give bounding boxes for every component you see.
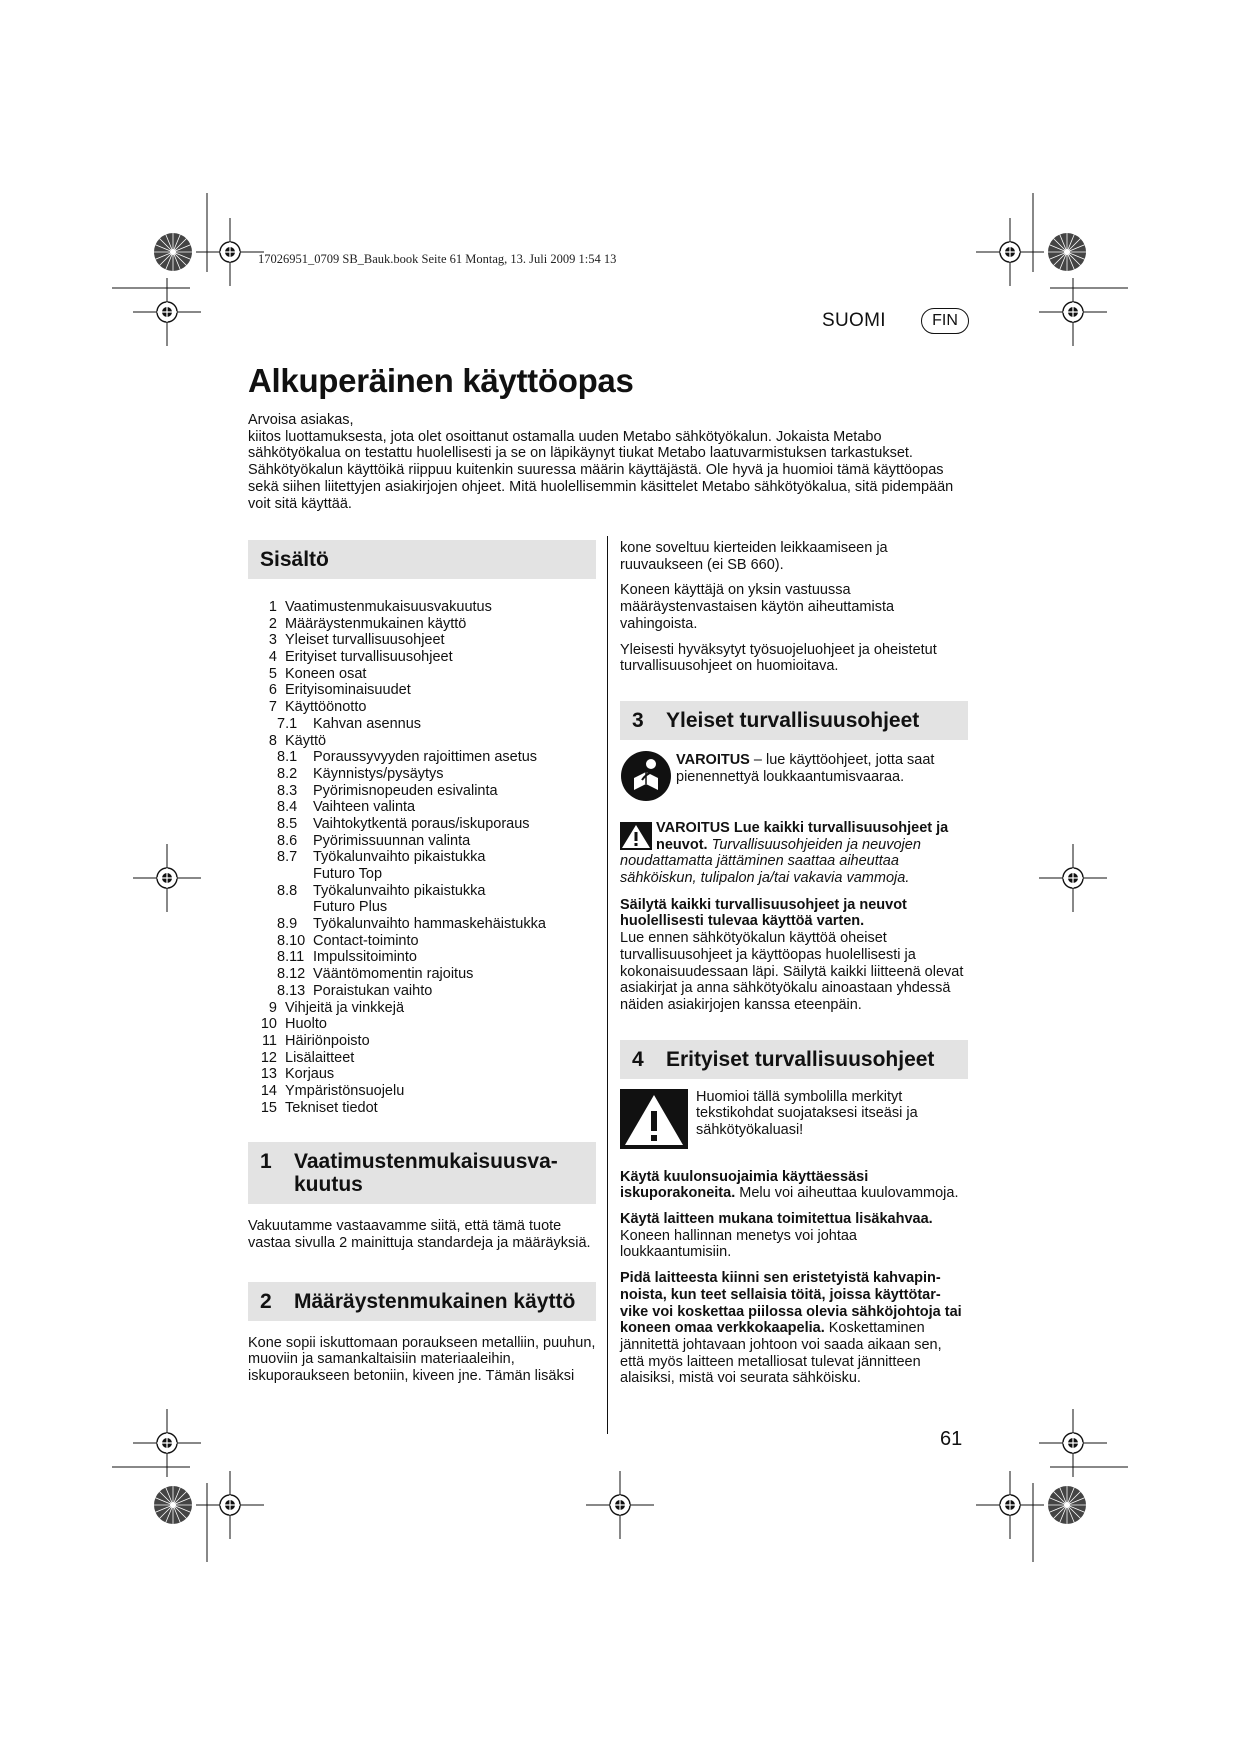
toc-item	[248, 733, 596, 750]
toc-item	[248, 1100, 596, 1117]
toc-item	[248, 1066, 596, 1083]
toc-item	[248, 933, 596, 950]
toc-item-number: 8.6	[277, 832, 298, 849]
section-4-paragraph-1	[620, 1169, 968, 1202]
section-1-body: Vakuutamme vastaavamme siitä, että tämä tuote vastaa sivulla 2 mainittuja standardeja ja määräyksiä.	[248, 1218, 591, 1252]
toc-item-label: Erityisominaisuudet	[285, 682, 411, 699]
toc-item-label: Pyörimisnopeuden esivalinta	[313, 782, 498, 799]
toc-item-number: 11	[261, 1032, 277, 1049]
toc-item	[248, 632, 596, 649]
toc-item-label: Vääntömomentin rajoitus	[313, 966, 474, 983]
toc-item-label: Tekniset tiedot	[285, 1099, 378, 1116]
keep-instructions-heading: Säilytä kaikki turvallisuusohjeet ja neuvot huolellisesti tulevaa käyttöä varten.	[620, 896, 907, 930]
intro-text	[248, 412, 978, 512]
section-1-heading	[248, 1142, 596, 1204]
toc-item	[248, 849, 596, 866]
toc-item	[248, 749, 596, 766]
toc-item-label: Contact-toiminto	[313, 932, 419, 949]
toc-item	[248, 649, 596, 666]
hearing-protection-text: Melu voi aiheuttaa kuulovammoja.	[735, 1185, 959, 1202]
section-4-paragraph-3	[620, 1270, 968, 1387]
toc-item-label: Vaihteen valinta	[313, 799, 416, 816]
left-column	[248, 540, 596, 1394]
toc-item-number: 7.1	[277, 715, 298, 732]
toc-item-number: 8.9	[277, 916, 298, 933]
toc-item-label: Poraussyvyyden rajoittimen asetus	[313, 749, 538, 766]
toc-item-number: 15	[260, 1099, 277, 1116]
toc-item	[248, 783, 596, 800]
toc-item-number: 8.7	[277, 849, 298, 866]
toc-item-number: 3	[268, 632, 277, 649]
toc-item	[248, 1083, 596, 1100]
intro-body: kiitos luottamuksesta, jota olet osoittanut ostamalla uuden Metabo sähkötyökalun. Jokaista Metabo sähkötyökalua on testattu huolellisesti ja se on läpikäynyt tiukat Metabo laatuvarmistuksen tarkastukset. Sähkötyökalun käyttöikä riippuu kuitenkin suuressa määrin käyttäjästä. Ole hyvä ja huomioi tämä käyttöopas sekä siihen liitettyjen asiakirjojen ohjeet. Mitä huolellisemmin käsittelet Metabo sähkötyökalua, sitä pidempään voit sitä käyttää.	[248, 428, 954, 512]
toc-item	[248, 682, 596, 699]
toc-item-label: Impulssitoiminto	[313, 949, 417, 966]
toc-item-label: Koneen osat	[285, 665, 367, 682]
section-4-title: Erityiset turvallisuusohjeet	[666, 1047, 935, 1071]
toc-item	[248, 816, 596, 833]
column-divider	[607, 536, 608, 1434]
toc-item	[248, 899, 596, 916]
toc-item-number: 2	[268, 615, 277, 632]
toc-heading-text: Sisältö	[260, 548, 329, 571]
toc-item-label: Erityiset turvallisuusohjeet	[285, 649, 453, 666]
toc-item-number: 14	[260, 1082, 277, 1099]
toc-item	[248, 599, 596, 616]
section-3-number: 3	[632, 708, 644, 732]
toc-item-label: Kahvan asennus	[313, 715, 422, 732]
warning-1-label: VAROITUS	[676, 751, 750, 768]
auxiliary-handle-heading: Käytä laitteen mukana toimitettua lisäkahvaa.	[620, 1211, 933, 1228]
toc-item	[248, 1033, 596, 1050]
toc-item-label: Poraistukan vaihto	[313, 982, 433, 999]
keep-instructions-text: Lue ennen sähkötyökalun käyttöä oheiset turvallisuusohjeet ja käyttöopas huolellisesti ja kokonaisuudessaan läpi. Säilytä kaikki liitteenä olevat asiakirjat ja anna sähkötyökalu ainoastaan yhdessä näiden asiakirjojen kanssa eteenpäin.	[620, 930, 964, 1013]
warning-triangle-icon	[620, 822, 652, 850]
keep-instructions-bold	[620, 897, 968, 1014]
toc-item	[248, 716, 596, 733]
toc-item-label: Työkalunvaihto hammaskehäistukka	[313, 916, 546, 933]
section-3-heading	[620, 701, 968, 740]
toc-item-number: 8.2	[277, 765, 298, 782]
language-label: SUOMI	[822, 310, 886, 331]
toc-item	[248, 983, 596, 1000]
section-2-heading	[248, 1282, 596, 1321]
insulated-grip-text: Koskettaminen jännitettä johtavaan johtoon voi saada aikaan sen, että myös laitteen metalliosat tulevat jännitteen alaisiksi, mistä voi seurata sähköisku.	[620, 1320, 942, 1387]
table-of-contents	[248, 599, 596, 1116]
section-2-paragraph-3: Yleisesti hyväksytyt työsuojeluohjeet ja oheistetut turvallisuusohjeet on huomioitava.	[620, 641, 937, 675]
toc-item-label: Huolto	[285, 1016, 327, 1033]
auxiliary-handle-text: Koneen hallinnan menetys voi johtaa loukkaantumisiin.	[620, 1227, 857, 1261]
toc-heading	[248, 540, 596, 579]
toc-item-number: 8.3	[277, 782, 298, 799]
toc-item-number: 8.13	[277, 982, 306, 999]
toc-item-number: 13	[260, 1066, 277, 1083]
general-warning	[620, 820, 968, 887]
section-1-title: Vaatimustenmukaisuusva-kuutus	[294, 1150, 558, 1197]
toc-item-label: Työkalunvaihto pikaistukka	[313, 849, 486, 866]
toc-item-number: 8	[268, 732, 277, 749]
toc-item-label: Työkalunvaihto pikaistukka	[313, 882, 486, 899]
toc-item-number: 8.1	[277, 749, 298, 766]
toc-item	[248, 883, 596, 900]
toc-item-number: 8.11	[277, 949, 305, 966]
toc-item-number: 7	[268, 699, 277, 716]
toc-item	[248, 616, 596, 633]
toc-item-number: 1	[268, 599, 277, 615]
toc-item-label: Pyörimissuunnan valinta	[313, 832, 471, 849]
toc-item-number: 4	[268, 649, 277, 666]
toc-item	[248, 666, 596, 683]
section-2-continued: kone soveltuu kierteiden leikkaamiseen ja ruuvaukseen (ei SB 660).	[620, 540, 888, 573]
toc-item-number: 10	[260, 1016, 277, 1033]
toc-item-label: Vihjeitä ja vinkkejä	[285, 999, 405, 1016]
toc-item-label: Yleiset turvallisuusohjeet	[285, 632, 445, 649]
language-code-badge: FIN	[921, 308, 969, 334]
toc-item-label: Korjaus	[285, 1066, 335, 1083]
toc-item-label: Käynnistys/pysäytys	[313, 765, 444, 782]
hearing-protection-heading: Käytä kuulonsuojaimia käyttäessäsi iskuporakoneita.	[620, 1168, 869, 1202]
section-2-title: Määräystenmukainen käyttö	[294, 1289, 576, 1313]
book-info-line: 17026951_0709 SB_Bauk.book Seite 61 Montag, 13. Juli 2009 1:54 13	[258, 252, 617, 266]
page-title: Alkuperäinen käyttöopas	[248, 362, 634, 399]
symbol-note	[620, 1089, 968, 1149]
toc-item-number: 8.4	[277, 799, 298, 816]
toc-item-label: Futuro Plus	[313, 899, 388, 916]
toc-item-number: 5	[268, 665, 277, 682]
intro-greeting: Arvoisa asiakas,	[248, 412, 354, 428]
toc-item	[248, 1050, 596, 1067]
warning-2-text: Turvallisuusohjeiden ja neuvojen noudattamatta jättäminen saattaa aiheuttaa sähköiskun, tulipalon ja/tai vakavia vammoja.	[620, 836, 921, 887]
warning-2-label: VAROITUS Lue kaikki turvallisuusohjeet ja neuvot.	[656, 819, 949, 853]
toc-item-number: 9	[268, 999, 277, 1016]
section-4-number: 4	[632, 1047, 644, 1071]
right-column	[620, 540, 968, 1396]
warning-1-text: – lue käyttöohjeet, jotta saat pienennettyä loukkaantumisvaaraa.	[676, 751, 935, 785]
insulated-grip-heading: Pidä laitteesta kiinni sen eristetyistä kahvapin-noista, kun teet sellaisia töitä, joissa käyttötar-vike voi koskettaa piilossa olevia sähköjohtoja tai koneen omaa verkkokaapelia.	[620, 1270, 962, 1337]
toc-item-label: Häiriönpoisto	[285, 1032, 370, 1049]
read-manual-icon	[620, 750, 672, 802]
section-2-body: Kone sopii iskuttomaan poraukseen metalliin, puuhun, muoviin ja samankaltaisiin materiaaleihin, iskuporaukseen betoniin, kiveen jne. Tämän lisäksi	[248, 1334, 596, 1385]
toc-item-number: 8.12	[277, 966, 306, 983]
read-manual-warning	[620, 750, 968, 802]
toc-item-label: Vaihtokytkentä poraus/iskuporaus	[313, 815, 530, 832]
toc-item-number: 8.10	[277, 932, 306, 949]
toc-item-label: Vaatimustenmukaisuusvakuutus	[285, 599, 492, 615]
toc-item-label: Lisälaitteet	[285, 1049, 355, 1066]
section-2-paragraph-2: Koneen käyttäjä on yksin vastuussa määräystenvastaisen käytön aiheuttamista vahingoista.	[620, 582, 895, 632]
toc-item-label: Futuro Top	[313, 866, 383, 882]
section-4-paragraph-2	[620, 1211, 968, 1261]
toc-item	[248, 833, 596, 850]
toc-item	[248, 699, 596, 716]
warning-symbol-icon	[620, 1089, 688, 1149]
section-1-number: 1	[260, 1150, 272, 1174]
toc-item-number: 8.8	[277, 882, 298, 899]
toc-item-number: 8.5	[277, 815, 298, 832]
toc-item	[248, 799, 596, 816]
section-4-heading	[620, 1040, 968, 1079]
toc-item	[248, 1016, 596, 1033]
toc-item	[248, 966, 596, 983]
toc-item	[248, 1000, 596, 1017]
toc-item-number: 12	[260, 1049, 277, 1066]
section-2-number: 2	[260, 1289, 272, 1313]
toc-item-label: Käyttöönotto	[285, 699, 367, 716]
toc-item-number: 6	[268, 682, 277, 699]
section-3-title: Yleiset turvallisuusohjeet	[666, 708, 920, 732]
symbol-note-text: Huomioi tällä symbolilla merkityt tekstikohdat suojataksesi itseäsi ja sähkötyökaluasi!	[696, 1088, 918, 1139]
toc-item	[248, 766, 596, 783]
toc-item	[248, 866, 596, 883]
toc-item-label: Ympäristönsuojelu	[285, 1082, 405, 1099]
toc-item	[248, 949, 596, 966]
toc-item-label: Määräystenmukainen käyttö	[285, 615, 467, 632]
page-number: 61	[940, 1428, 963, 1450]
toc-item	[248, 916, 596, 933]
toc-item-label: Käyttö	[285, 732, 327, 749]
